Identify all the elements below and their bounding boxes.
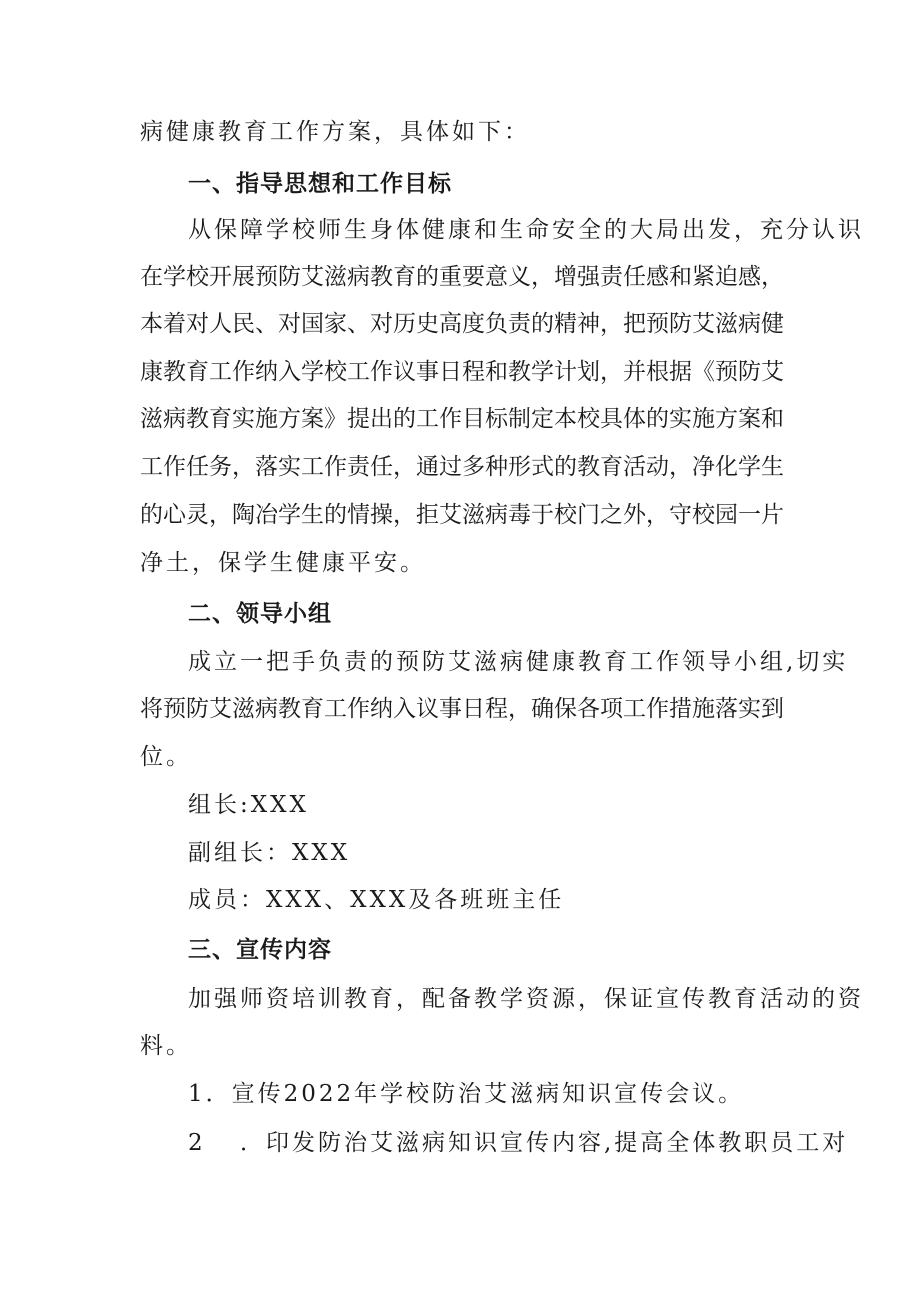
- body-line: 净土，保学生健康平安。: [140, 550, 426, 576]
- body-line: 从保障学校师生身体健康和生命安全的大局出发，充分认识: [188, 217, 864, 243]
- body-line: 本着对人民、对国家、对历史高度负责的精神，把预防艾滋病健: [140, 311, 784, 337]
- list-item-1: 1．宣传2022年学校防治艾滋病知识宣传会议。: [188, 1081, 745, 1107]
- section-heading-1: 一、指导思想和工作目标: [188, 171, 452, 197]
- members-line: 成员：XXX、XXX及各班班主任: [188, 887, 565, 913]
- body-line: 成立一把手负责的预防艾滋病健康教育工作领导小组,切实: [188, 649, 849, 675]
- body-line: 加强师资培训教育，配备教学资源，保证宣传教育活动的资: [188, 986, 864, 1012]
- body-line: 滋病教育实施方案》提出的工作目标制定本校具体的实施方案和: [140, 406, 784, 432]
- list-item-2-text: ．印发防治艾滋病知识宣传内容,提高全体教职员工对: [240, 1130, 849, 1156]
- body-line: 的心灵，陶冶学生的情操，拒艾滋病毒于校门之外，守校园一片: [140, 502, 784, 528]
- section-heading-3: 三、宣传内容: [188, 937, 332, 963]
- body-line: 将预防艾滋病教育工作纳入议事日程，确保各项工作措施落实到: [140, 696, 784, 722]
- list-item-2-number: 2: [188, 1130, 206, 1156]
- vice-leader-line: 副组长：XXX: [188, 840, 351, 866]
- body-line: 料。: [140, 1033, 192, 1059]
- body-line: 在学校开展预防艾滋病教育的重要意义，增强责任感和紧迫感，: [140, 264, 784, 290]
- leader-line: 组长:XXX: [188, 792, 309, 818]
- section-heading-2: 二、领导小组: [188, 601, 332, 627]
- body-line: 康教育工作纳入学校工作议事日程和教学计划，并根据《预防艾: [140, 359, 784, 385]
- body-line: 位。: [140, 744, 192, 770]
- body-line: 工作任务，落实工作责任，通过多种形式的教育活动，净化学生: [140, 454, 784, 480]
- intro-tail-line: 病健康教育工作方案，具体如下：: [140, 119, 530, 145]
